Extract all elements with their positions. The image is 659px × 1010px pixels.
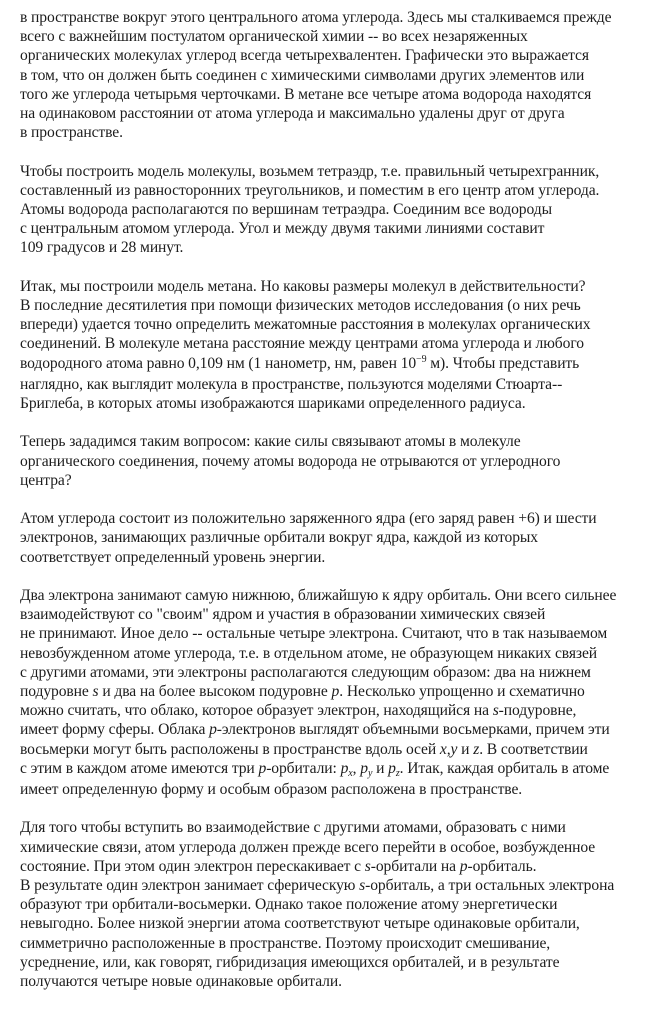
paragraph [20, 162, 650, 258]
text-line: Для того чтобы вступить во взаимодействие с другими атомами, образовать с ними [20, 819, 566, 837]
text-line [20, 354, 650, 375]
text-run: -орбитали на [370, 857, 460, 875]
paragraph [20, 432, 650, 490]
text-run: . Итак, каждая орбиталь в атоме [399, 759, 610, 777]
text-run: -орбиталь. [467, 857, 537, 875]
formatted-text: z [395, 767, 400, 779]
text-line: невыгодно. Более низкой энергии атома соответствуют четыре одинаковые орбитали, [20, 915, 580, 933]
text-line: органических молекулах углерод всегда четырехвалентен. Графически это выражается [20, 47, 589, 65]
text-run: В результате один электрон занимает сферическую [20, 877, 360, 895]
text-line: Теперь зададимся таким вопросом: какие силы связывают атомы в молекуле [20, 433, 521, 451]
text-run: м). Чтобы представить [426, 354, 580, 372]
text-line [20, 740, 650, 759]
text-run: восьмерки могут быть расположены в пространстве вдоль осей [20, 740, 440, 758]
text-run: подуровне [20, 683, 93, 701]
text-run: и [457, 740, 474, 758]
text-run: -электронов выглядят объемными восьмерками, причем эти [216, 721, 610, 739]
text-line: составленный из равносторонних треугольников, и поместим в его центр атом углерода. [20, 181, 600, 199]
text-run: можно считать, что облако, которое образует электрон, находящийся на [20, 702, 493, 720]
paragraph [20, 586, 650, 799]
text-run: и [372, 759, 389, 777]
formatted-text: p [388, 759, 396, 777]
formatted-text: p [331, 683, 340, 701]
text-line: взаимодействуют со "своим" ядром и участия в образовании химических связей [20, 606, 546, 624]
paragraph [20, 277, 650, 413]
text-line: образуют три орбитали-восьмерки. Однако такое положение атому энергетически [20, 896, 558, 914]
text-line [20, 759, 650, 780]
text-line: В последние десятилетия при помощи физических методов исследования (о них речь [20, 297, 581, 315]
formatted-text: p [360, 759, 368, 777]
text-line: Два электрона занимают самую нижнюю, ближайшую к ядру орбиталь. Они всего сильнее [20, 587, 617, 605]
text-line: получаются четыре новые одинаковые орбитали. [20, 973, 342, 991]
text-run: имеет форму сферы. Облака [20, 721, 210, 739]
text-run: , [352, 759, 361, 777]
text-line: того же углерода четырьмя черточками. В метане все четыре атома водорода находятся [20, 85, 592, 103]
text-line: Бриглеба, в которых атомы изображаются шариками определенного радиуса. [20, 395, 526, 413]
paragraph [20, 818, 650, 991]
text-line: в пространстве вокруг этого центрального атома углерода. Здесь мы сталкиваемся прежде [20, 9, 612, 26]
text-line: Атомы водорода располагаются по вершинам тетраэдра. Соединим все водороды [20, 201, 552, 219]
formatted-text: z [473, 740, 480, 758]
text-line: Чтобы построить модель молекулы, возьмем тетраэдр, т.е. правильный четырехгранник, [20, 162, 600, 180]
formatted-text: x,y [439, 740, 458, 758]
text-line: впереди) удается точно определить межатомные расстояния в молекулах органических [20, 316, 591, 334]
text-line: Атом углерода состоит из положительно заряженного ядра (его заряд равен +6) и шести [20, 510, 597, 528]
text-line: наглядно, как выглядит молекула в пространстве, пользуются моделями Стюарта-- [20, 375, 563, 393]
text-line: с другими атомами, эти электроны располагаются следующим образом: два на нижнем [20, 663, 591, 681]
text-line: соответствует определенный уровень энергии. [20, 548, 326, 566]
formatted-text: y [367, 767, 373, 779]
text-run: . В соответствии [479, 740, 588, 758]
text-line: 109 градусов и 28 минут. [20, 239, 184, 257]
formatted-text: s [364, 857, 371, 875]
text-line: соединений. В молекуле метана расстояние между центрами атома углерода и любого [20, 335, 584, 353]
formatted-text: p [340, 759, 349, 777]
text-line [20, 876, 650, 895]
text-run: с этим в каждом атоме имеются три [20, 759, 259, 777]
text-line [20, 857, 650, 876]
formatted-text: p [258, 759, 267, 777]
text-line [20, 701, 650, 720]
text-line: в том, что он должен быть соединен с химическими символами других элементов или [20, 66, 585, 84]
text-line: всего с важнейшим постулатом органической химии -- во всех незаряженных [20, 28, 528, 46]
formatted-text: s [92, 683, 99, 701]
formatted-text: −9 [416, 353, 427, 365]
text-line: в пространстве. [20, 124, 123, 142]
text-line: центра? [20, 471, 72, 489]
text-line [20, 720, 650, 739]
text-line: Итак, мы построили модель метана. Но каковы размеры молекул в действительности? [20, 277, 586, 295]
document-page [20, 8, 650, 1010]
text-line: органического соединения, почему атомы водорода не отрываются от углеродного [20, 452, 561, 470]
text-run: -орбитали: [266, 759, 341, 777]
text-line [20, 682, 650, 701]
text-run: водородного атома равно 0,109 нм (1 нанометр, нм, равен 10 [20, 354, 417, 372]
formatted-text: p [459, 857, 468, 875]
formatted-text: s [492, 702, 499, 720]
text-run: . Несколько упрощенно и схематично [339, 683, 585, 701]
text-line: усреднение, или, как говорят, гибридизация имеющихся орбиталей, и в результате [20, 953, 560, 971]
text-run: -подуровне, [498, 702, 577, 720]
text-run: и два на более высоком подуровне [98, 683, 332, 701]
formatted-text: s [359, 877, 366, 895]
paragraph [20, 8, 650, 142]
paragraph [20, 509, 650, 567]
text-run: -орбиталь, а три остальных электрона [365, 877, 615, 895]
text-line: электронов, занимающих различные орбитали вокруг ядра, каждой из которых [20, 529, 538, 547]
formatted-text: p [209, 721, 217, 739]
formatted-text: x [348, 767, 353, 779]
text-line: не принимают. Иное дело -- остальные четыре электрона. Считают, что в так называемом [20, 625, 608, 643]
text-line: с центральным атомом углерода. Угол и между двумя такими линиями составит [20, 220, 545, 238]
text-line: симметрично расположенные в пространстве. Поэтому происходит смешивание, [20, 934, 551, 952]
text-line: имеет определенную форму и особым образом расположена в пространстве. [20, 781, 523, 799]
text-line: невозбужденном атоме углерода, т.е. в отдельном атоме, не образующем никаких связей [20, 644, 598, 662]
text-line: химические связи, атом углерода должен прежде всего перейти в особое, возбужденное [20, 838, 596, 856]
text-run: состояние. При этом один электрон перескакивает с [20, 857, 365, 875]
text-line: на одинаковом расстоянии от атома углерода и максимально удалены друг от друга [20, 105, 565, 123]
